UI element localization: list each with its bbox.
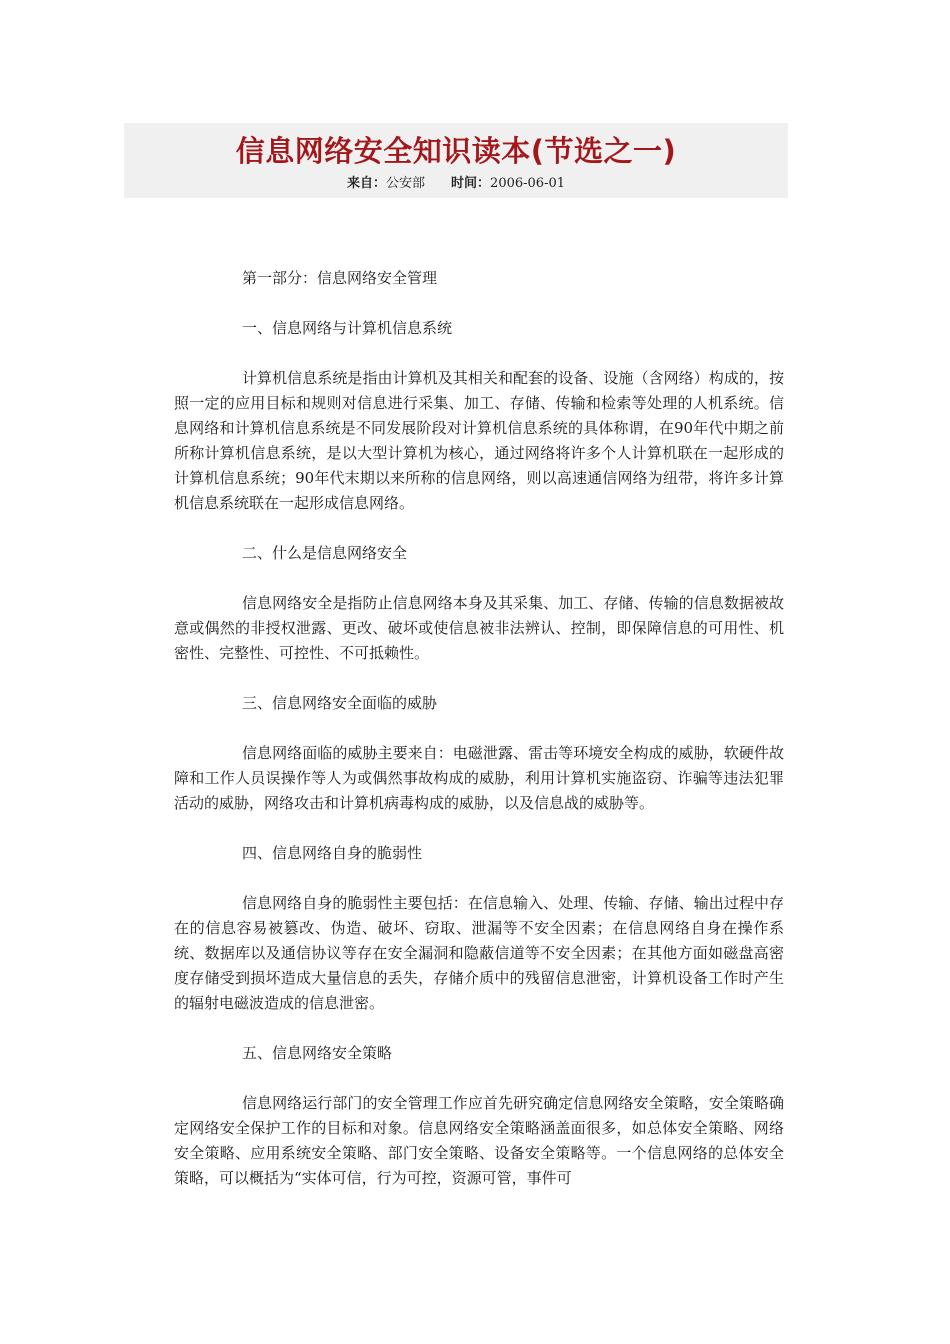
- section-heading-1: 一、信息网络与计算机信息系统: [242, 319, 453, 337]
- article-header: [124, 123, 788, 198]
- section-paragraph-1: 计算机信息系统是指由计算机及其相关和配套的设备、设施（含网络）构成的，按照一定的应用目标和规则对信息进行采集、加工、存储、传输和检索等处理的人机系统。信息网络和计算机信息系统是不同发展阶段对计算机信息系统的具体称谓，在90年代中期之前所称计算机信息系统，是以大型计算机为核心，通过网络将许多个人计算机联在一起形成的计算机信息系统；90年代末期以来所称的信息网络，则以高速通信网络为纽带，将许多计算机信息系统联在一起形成信息网络。: [174, 369, 784, 512]
- section-heading-3: 三、信息网络安全面临的威胁: [242, 694, 438, 712]
- time-label: 时间：: [451, 176, 491, 191]
- source-label: 来自：: [347, 176, 387, 191]
- source-value: 公安部: [386, 176, 426, 191]
- article-meta: [124, 175, 788, 193]
- time-value: 2006-06-01: [490, 176, 565, 191]
- section-heading-4: 四、信息网络自身的脆弱性: [242, 844, 423, 862]
- section-heading-5: 五、信息网络安全策略: [242, 1044, 393, 1062]
- section-paragraph-5: 信息网络运行部门的安全管理工作应首先研究确定信息网络安全策略，安全策略确定网络安全保护工作的目标和对象。信息网络安全策略涵盖面很多，如总体安全策略、网络安全策略、应用系统安全策略、部门安全策略、设备安全策略等。一个信息网络的总体安全策略，可以概括为“实体可信，行为可控，资源可管，事件可: [174, 1094, 784, 1187]
- section-heading-2: 二、什么是信息网络安全: [242, 544, 408, 562]
- article-title: 信息网络安全知识读本(节选之一): [235, 134, 677, 168]
- article-body: [174, 266, 784, 1216]
- section-paragraph-2: 信息网络安全是指防止信息网络本身及其采集、加工、存储、传输的信息数据被故意或偶然的非授权泄露、更改、破坏或使信息被非法辨认、控制，即保障信息的可用性、机密性、完整性、可控性、不可抵赖性。: [174, 594, 784, 662]
- section-paragraph-3: 信息网络面临的威胁主要来自：电磁泄露、雷击等环境安全构成的威胁，软硬件故障和工作人员误操作等人为或偶然事故构成的威胁，利用计算机实施盗窃、诈骗等违法犯罪活动的威胁，网络攻击和计算机病毒构成的威胁，以及信息战的威胁等。: [174, 744, 784, 812]
- section-paragraph-4: 信息网络自身的脆弱性主要包括：在信息输入、处理、传输、存储、输出过程中存在的信息容易被篡改、伪造、破坏、窃取、泄漏等不安全因素；在信息网络自身在操作系统、数据库以及通信协议等存在安全漏洞和隐蔽信道等不安全因素；在其他方面如磁盘高密度存储受到损坏造成大量信息的丢失，存储介质中的残留信息泄密，计算机设备工作时产生的辐射电磁波造成的信息泄密。: [174, 894, 784, 1012]
- part-heading: 第一部分：信息网络安全管理: [242, 269, 438, 287]
